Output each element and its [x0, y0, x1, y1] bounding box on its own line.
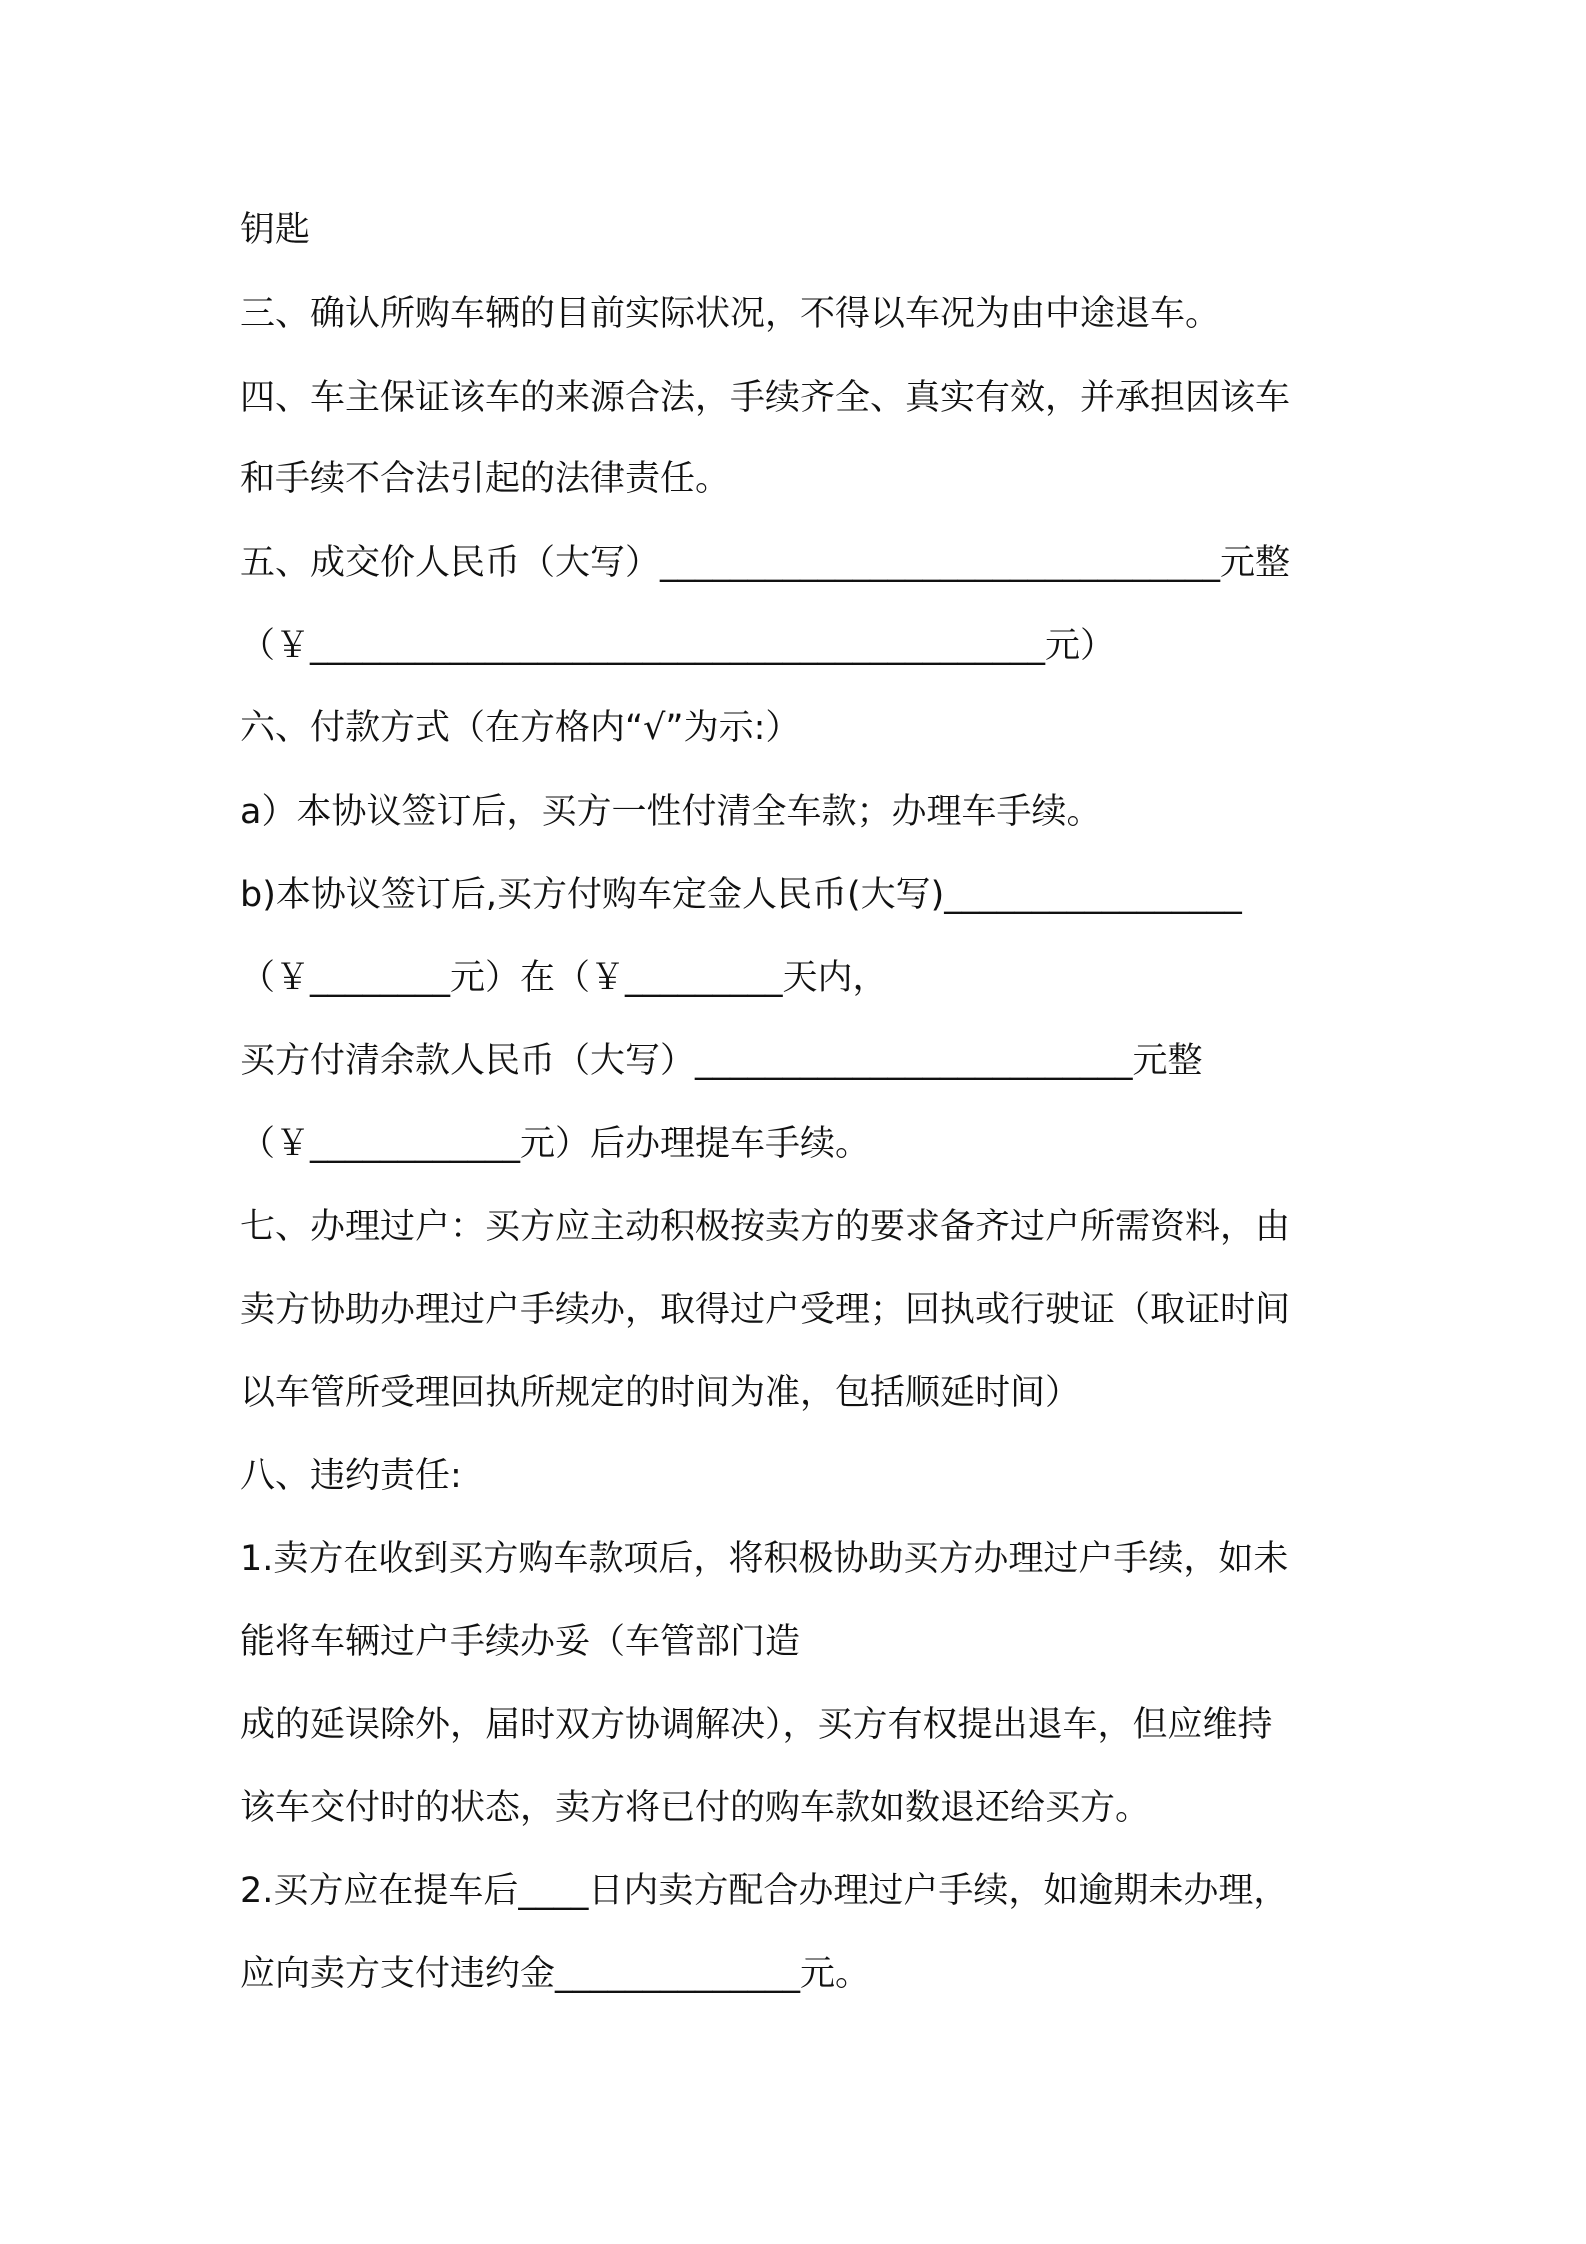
text-line: 八、违约责任:	[240, 1456, 462, 1496]
text-line: 和手续不合法引起的法律责任。	[240, 459, 731, 499]
text-line: 2.买方应在提车后____日内卖方配合办理过户手续，如逾期未办理，	[240, 1871, 1289, 1911]
text-line: 四、车主保证该车的来源合法，手续齐全、真实有效，并承担因该车	[240, 378, 1291, 418]
text-line: 1.卖方在收到买方购车款项后，将积极协助买方办理过户手续，如未	[240, 1539, 1289, 1579]
text-line: a）本协议签订后，买方一性付清全车款；办理车手续。	[240, 792, 1102, 832]
text-line: （￥__________________________________________元）	[240, 626, 1116, 666]
text-line: 三、确认所购车辆的目前实际状况，不得以车况为由中途退车。	[240, 294, 1221, 334]
text-line: 卖方协助办理过户手续办，取得过户受理；回执或行驶证（取证时间	[240, 1290, 1291, 1330]
text-line: （￥________元）在（￥_________天内，	[240, 958, 888, 998]
text-line: 七、办理过户：买方应主动积极按卖方的要求备齐过户所需资料，由	[240, 1207, 1291, 1247]
text-line: 能将车辆过户手续办妥（车管部门造	[240, 1622, 801, 1662]
text-line: 应向卖方支付违约金______________元。	[240, 1954, 871, 1994]
text-line: 该车交付时的状态，卖方将已付的购车款如数退还给买方。	[240, 1788, 1151, 1828]
text-line: 成的延误除外，届时双方协调解决），买方有权提出退车，但应维持	[240, 1705, 1273, 1745]
text-line: 钥匙	[240, 210, 311, 250]
text-line: 五、成交价人民币（大写）________________________________元整	[240, 543, 1291, 583]
text-line: 以车管所受理回执所规定的时间为准，包括顺延时间）	[240, 1373, 1081, 1413]
text-line: 六、付款方式（在方格内“√”为示:）	[240, 708, 801, 748]
text-line: 买方付清余款人民币（大写）_________________________元整	[240, 1041, 1203, 1081]
text-line: b)本协议签订后,买方付购车定金人民币(大写)_________________	[240, 875, 1242, 915]
text-line: （￥____________元）后办理提车手续。	[240, 1124, 871, 1164]
